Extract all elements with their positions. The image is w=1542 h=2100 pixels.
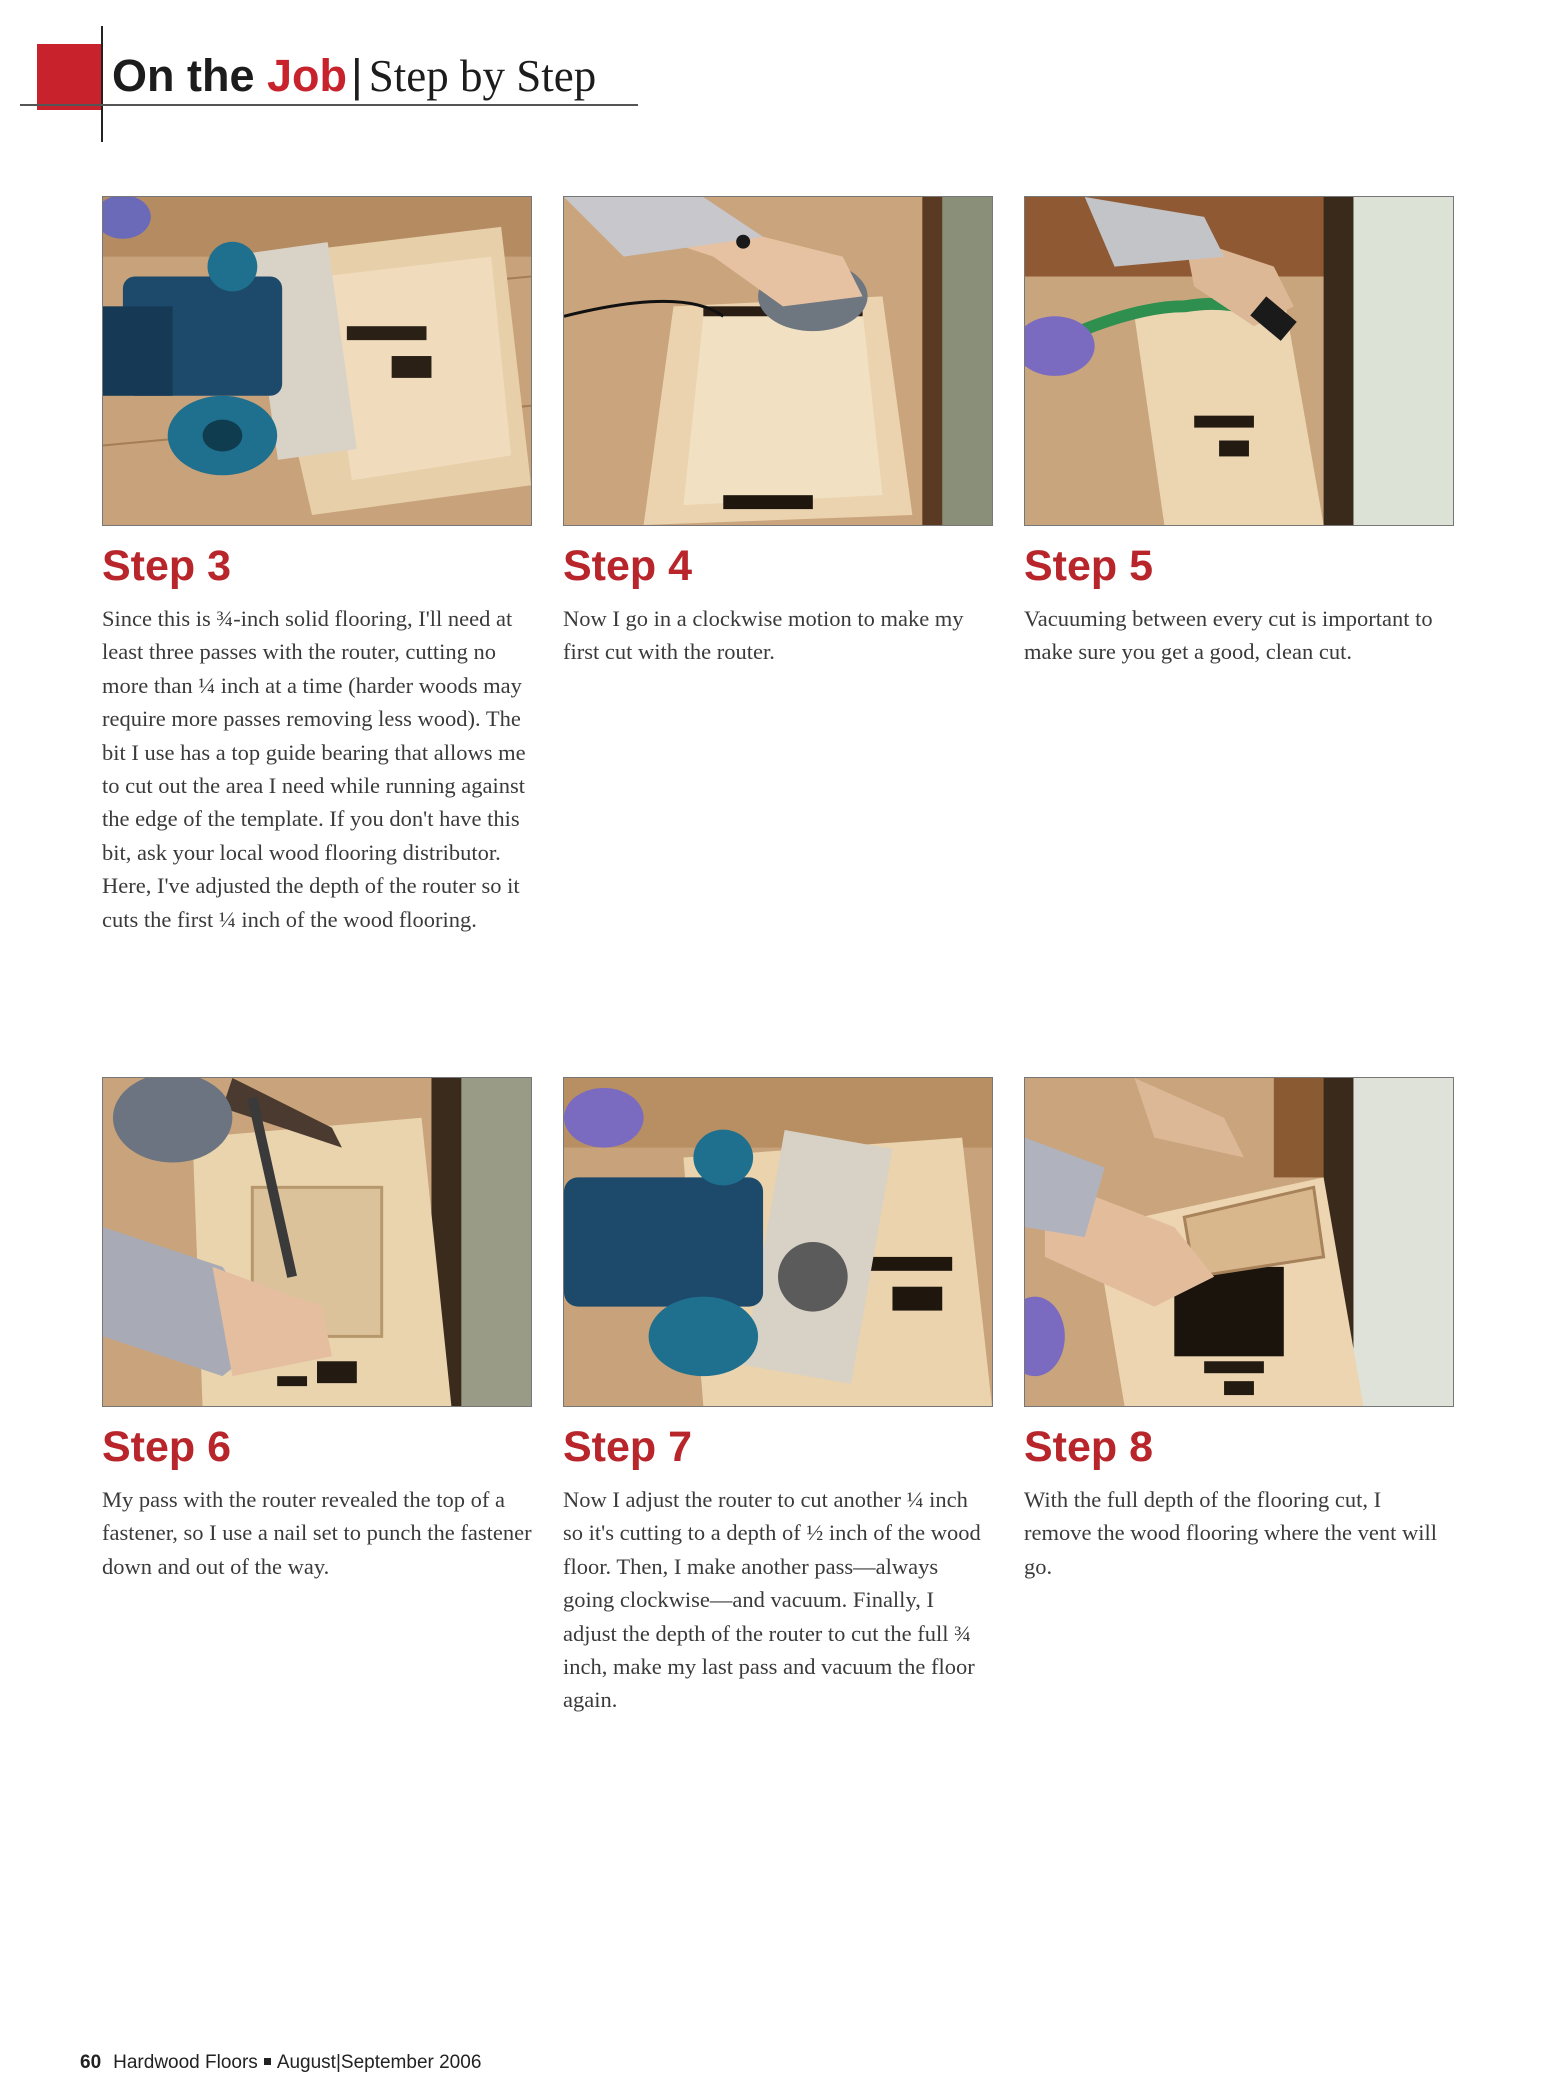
step-6-photo <box>102 1077 532 1407</box>
step-8-title: Step 8 <box>1024 1423 1154 1471</box>
step-3-title: Step 3 <box>102 542 232 590</box>
bullet-icon <box>264 2058 271 2065</box>
step-8-photo <box>1024 1077 1454 1407</box>
header-red-block <box>37 44 103 110</box>
step-6-title: Step 6 <box>102 1423 232 1471</box>
step-5-photo <box>1024 196 1454 526</box>
issue-date: August|September 2006 <box>276 2052 482 2073</box>
step-4-photo <box>563 196 993 526</box>
step-4-text: Now I go in a clockwise motion to make my first cut with the router. <box>563 606 964 665</box>
step-3-photo <box>102 196 532 526</box>
step-4-title: Step 4 <box>563 542 693 590</box>
page-number: 60 <box>80 2052 102 2073</box>
publication-name: Hardwood Floors <box>113 2052 258 2073</box>
step-7-title: Step 7 <box>563 1423 693 1471</box>
step-7-text: Now I adjust the router to cut another ¼ inch so it's cutting to a depth of ½ inch of the wood floor. Then, I make another pass—always going clockwise—and vacuum. Finally, I adjust the depth of the router to cut the full ¾ inch, make my last pass and vacuum the floor again. <box>563 1487 981 1713</box>
step-5-title: Step 5 <box>1024 542 1154 590</box>
step-8-text: With the full depth of the flooring cut, I remove the wood flooring where the vent will go. <box>1024 1487 1438 1579</box>
header-vertical-rule <box>101 26 103 142</box>
header-separator: | <box>351 50 363 101</box>
step-6-text: My pass with the router revealed the top of a fastener, so I use a nail set to punch the fastener down and out of the way. <box>102 1487 532 1579</box>
header-title-part2: Job <box>267 50 348 101</box>
step-7-photo <box>563 1077 993 1407</box>
header-subtitle: Step by Step <box>368 51 597 101</box>
step-3-text: Since this is ¾-inch solid flooring, I'll need at least three passes with the router, cutting no more than ¼ inch at a time (harder woods may require more passes removing less wood). The bit I use has a top guide bearing that allows me to cut out the area I need while running against the edge of the template. If you don't have this bit, ask your local wood flooring distributor. Here, I've adjusted the depth of the router so it cuts the first ¼ inch of the wood flooring. <box>102 606 526 932</box>
page-footer <box>80 2052 481 2074</box>
header-title-part1: On the <box>112 50 267 101</box>
step-5-text: Vacuuming between every cut is important to make sure you get a good, clean cut. <box>1024 606 1433 665</box>
section-header <box>112 46 596 106</box>
